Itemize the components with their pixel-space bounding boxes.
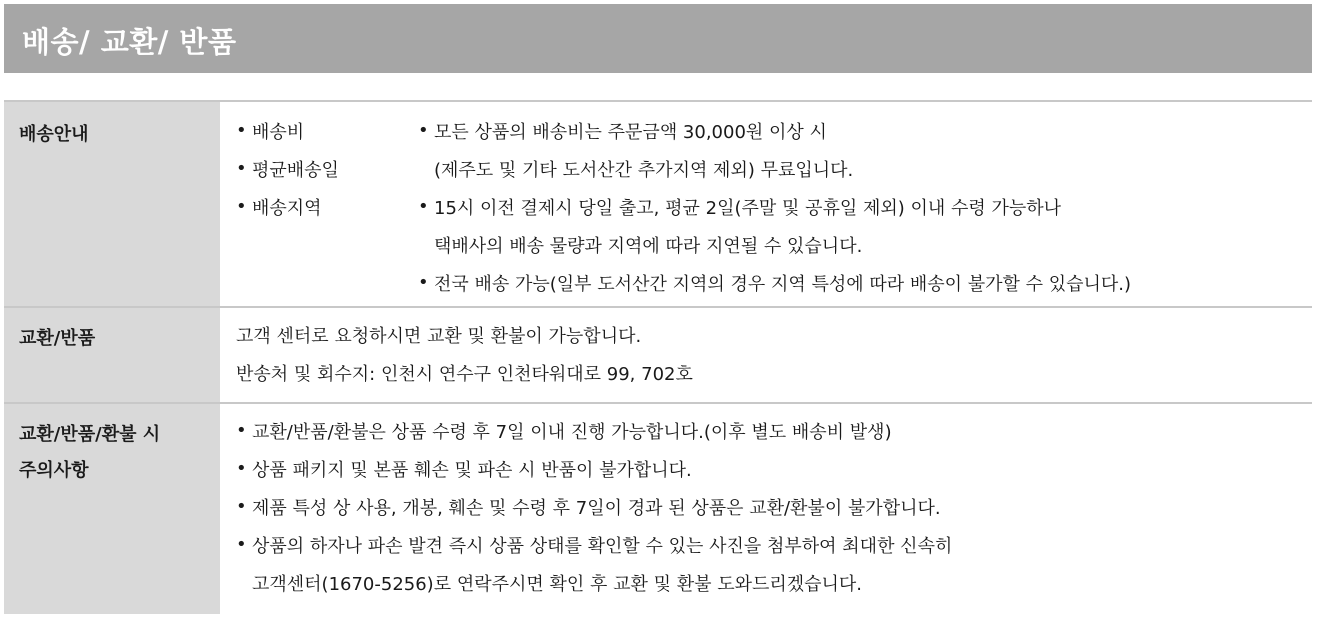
bullet-icon: • — [236, 420, 247, 441]
bullet-icon: • — [236, 534, 247, 555]
notice-label-line1: 교환/반품/환불 시 — [19, 424, 161, 445]
shipping-line: (제주도 및 기타 도서산간 추가지역 제외) 무료입니다. — [434, 160, 854, 181]
bullet-icon: • — [418, 196, 429, 217]
exchange-row — [4, 308, 1312, 402]
bullet-icon: • — [236, 196, 247, 217]
notice-line: 제품 특성 상 사용, 개봉, 훼손 및 수령 후 7일이 경과 된 상품은 교환/환불이 불가합니다. — [252, 498, 941, 519]
notice-line: 상품 패키지 및 본품 훼손 및 파손 시 반품이 불가합니다. — [252, 460, 692, 481]
shipping-label: 배송안내 — [19, 124, 89, 145]
notice-label-line2: 주의사항 — [19, 460, 89, 481]
bullet-icon: • — [236, 458, 247, 479]
shipping-line: 전국 배송 가능(일부 도서산간 지역의 경우 지역 특성에 따라 배송이 불가할 수 있습니다.) — [434, 274, 1132, 295]
shipping-category: 배송비 — [252, 122, 305, 143]
notice-line: 고객센터(1670-5256)로 연락주시면 확인 후 교환 및 환불 도와드리겠습니다. — [252, 574, 863, 595]
notice-row — [4, 404, 1312, 614]
shipping-label-cell — [4, 102, 220, 306]
bullet-icon: • — [236, 496, 247, 517]
bullet-icon: • — [418, 272, 429, 293]
shipping-line: 모든 상품의 배송비는 주문금액 30,000원 이상 시 — [434, 122, 827, 143]
exchange-label-cell — [4, 308, 220, 402]
shipping-line: 15시 이전 결제시 당일 출고, 평균 2일(주말 및 공휴일 제외) 이내 수령 가능하나 — [434, 198, 1062, 219]
exchange-line: 고객 센터로 요청하시면 교환 및 환불이 가능합니다. — [236, 326, 642, 347]
exchange-line: 반송처 및 회수지: 인천시 연수구 인천타워대로 99, 702호 — [236, 364, 693, 385]
header-bar — [4, 4, 1312, 73]
shipping-category: 평균배송일 — [252, 160, 339, 181]
bullet-icon: • — [236, 120, 247, 141]
bullet-icon: • — [236, 158, 247, 179]
exchange-label: 교환/반품 — [19, 328, 96, 349]
page-title: 배송/ 교환/ 반품 — [22, 25, 237, 59]
shipping-line: 택배사의 배송 물량과 지역에 따라 지연될 수 있습니다. — [434, 236, 863, 257]
notice-line: 상품의 하자나 파손 발견 즉시 상품 상태를 확인할 수 있는 사진을 첨부하여 최대한 신속히 — [252, 536, 953, 557]
shipping-category: 배송지역 — [252, 198, 322, 219]
bullet-icon: • — [418, 120, 429, 141]
notice-label-cell — [4, 404, 220, 614]
shipping-row — [4, 102, 1312, 306]
notice-line: 교환/반품/환불은 상품 수령 후 7일 이내 진행 가능합니다.(이후 별도 배송비 발생) — [252, 422, 892, 443]
